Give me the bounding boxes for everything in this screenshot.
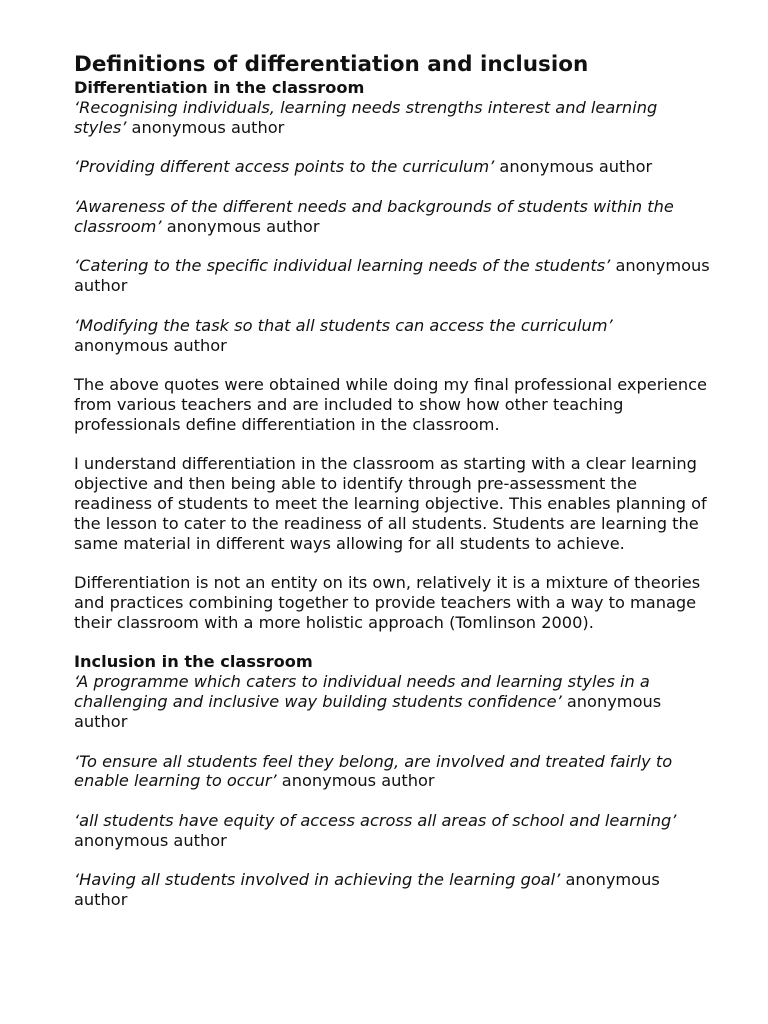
quote-attribution: anonymous author — [74, 830, 227, 850]
differentiation-quote-4 — [74, 256, 712, 296]
inclusion-quote-1 — [74, 672, 712, 731]
quote-text: ‘Catering to the specific individual learning needs of the students’ — [74, 256, 611, 276]
quote-text: ‘Having all students involved in achieving the learning goal’ — [74, 870, 561, 890]
quote-attribution: anonymous author — [74, 335, 227, 355]
differentiation-quote-5 — [74, 316, 712, 356]
inclusion-quote-3 — [74, 811, 712, 851]
document-title: Definitions of differentiation and inclusion — [74, 52, 589, 77]
quote-attribution: anonymous author — [74, 870, 660, 910]
quote-attribution: anonymous author — [74, 256, 710, 296]
differentiation-quote-2 — [74, 157, 712, 177]
quote-attribution: anonymous author — [126, 117, 285, 137]
quote-attribution: anonymous author — [161, 216, 320, 236]
body-paragraph-entity: Differentiation is not an entity on its own, relatively it is a mixture of theories and practices combining together to provide teachers with a way to manage their classroom with a more holistic approach (Tomlinson 2000). — [74, 573, 701, 632]
inclusion-quote-2 — [74, 752, 712, 792]
quote-text: ‘Providing different access points to the curriculum’ — [74, 157, 495, 177]
quote-attribution: anonymous author — [74, 692, 662, 731]
differentiation-quote-3 — [74, 197, 712, 237]
quote-text: ‘A programme which caters to individual needs and learning styles in a challenging and inclusive way building students confidence’ — [74, 672, 650, 712]
quote-text: ‘all students have equity of access across all areas of school and learning’ — [74, 810, 677, 830]
quote-text: ‘Recognising individuals, learning needs strengths interest and learning styles’ — [74, 98, 658, 137]
differentiation-quote-1 — [74, 98, 712, 138]
differentiation-heading: Differentiation in the classroom — [74, 78, 365, 97]
inclusion-quote-4 — [74, 870, 712, 910]
quote-text: ‘To ensure all students feel they belong, are involved and treated fairly to enable learning to occur’ — [74, 751, 673, 791]
quote-attribution: anonymous author — [494, 157, 653, 177]
inclusion-heading: Inclusion in the classroom — [74, 652, 313, 672]
quote-attribution: anonymous author — [276, 771, 435, 791]
quote-text: ‘Modifying the task so that all students can access the curriculum’ — [74, 315, 613, 335]
body-paragraph-quotes-source: The above quotes were obtained while doing my final professional experience from various teachers and are included to show how other teaching professionals define differentiation in the classroom. — [74, 375, 707, 434]
body-paragraph-understanding: I understand differentiation in the classroom as starting with a clear learning objective and then being able to identify through pre-assessment the readiness of students to meet the learning objective. This enables planning of the lesson to cater to the readiness of all students. Students are learning the same material in different ways allowing for all students to achieve. — [74, 454, 707, 553]
quote-text: ‘Awareness of the different needs and backgrounds of students within the classroom’ — [74, 196, 674, 236]
